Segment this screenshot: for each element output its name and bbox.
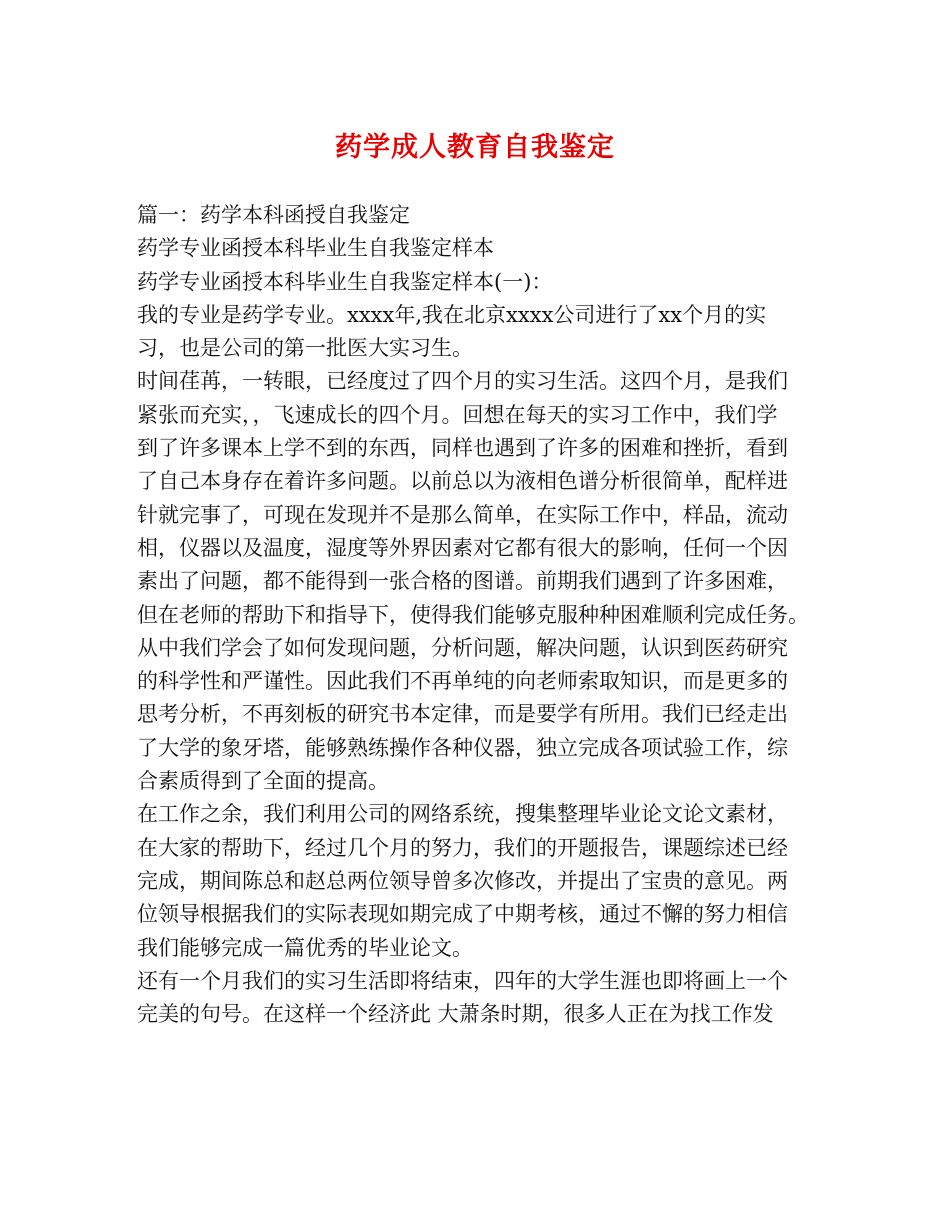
text-line: 思考分析，不再刻板的研究书本定律，而是要学有所用。我们已经走出 [137,702,788,727]
text-line: 完美的句号。在这样一个经济此 大萧条时期，很多人正在为找工作发 [137,1002,774,1027]
text-line: 在大家的帮助下，经过几个月的努力，我们的开题报告，课题综述已经 [137,835,788,860]
text-line: 在工作之余，我们利用公司的网络系统，搜集整理毕业论文论文素材， [137,802,788,827]
text-line: 习，也是公司的第一批医大实习生。 [137,336,473,361]
text-line: 药学专业函授本科毕业生自我鉴定样本(一)： [137,269,553,294]
text-line: 相，仪器以及温度，湿度等外界因素对它都有很大的影响，任何一个因 [137,535,788,560]
text-line: 紧张而充实，，飞速成长的四个月。回想在每天的实习工作中，我们学 [137,402,778,427]
text-line: 了自己本身存在着许多问题。以前总以为液相色谱分析很简单，配样进 [137,469,788,494]
text-line: 的科学性和严谨性。因此我们不再单纯的向老师索取知识，而是更多的 [137,669,788,694]
text-line: 药学专业函授本科毕业生自我鉴定样本 [137,236,494,261]
text-line: 针就完事了，可现在发现并不是那么简单，在实际工作中，样品，流动 [137,502,788,527]
text-line: 我的专业是药学专业。xxxx年,我在北京xxxx公司进行了xx个月的实 [137,302,767,327]
text-line: 还有一个月我们的实习生活即将结束，四年的大学生涯也即将画上一个 [137,968,788,993]
text-line: 到了许多课本上学不到的东西，同样也遇到了许多的困难和挫折，看到 [137,436,788,461]
text-line: 素出了问题，都不能得到一张合格的图谱。前期我们遇到了许多困难， [137,569,788,594]
document-title: 药学成人教育自我鉴定 [335,132,615,163]
text-line: 完成，期间陈总和赵总两位领导曾多次修改，并提出了宝贵的意见。两 [137,868,788,893]
text-line: 位领导根据我们的实际表现如期完成了中期考核，通过不懈的努力相信 [137,902,788,927]
text-line: 从中我们学会了如何发现问题，分析问题，解决问题，认识到医药研究 [137,635,788,660]
text-line: 篇一：药学本科函授自我鉴定 [137,203,410,227]
text-line: 合素质得到了全面的提高。 [137,769,389,794]
text-line: 我们能够完成一篇优秀的毕业论文。 [137,935,473,960]
text-line: 了大学的象牙塔，能够熟练操作各种仪器，独立完成各项试验工作，综 [137,735,788,760]
text-line: 但在老师的帮助下和指导下，使得我们能够克服种种困难顺利完成任务。 [137,602,809,627]
document-body [137,199,827,1031]
text-line: 时间荏苒，一转眼，已经度过了四个月的实习生活。这四个月，是我们 [137,369,788,394]
